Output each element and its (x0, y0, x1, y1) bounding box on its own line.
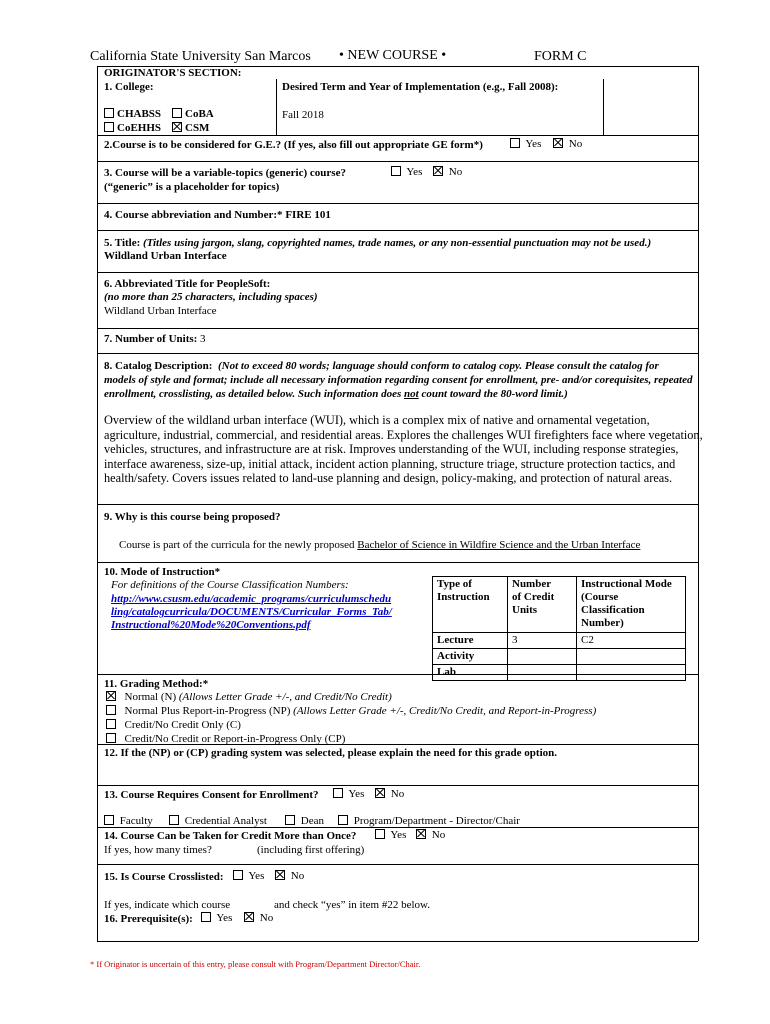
originator-divider (276, 79, 277, 135)
q3-no-option[interactable]: No (431, 166, 462, 179)
q3-label: 3. Course will be a variable-topics (generic) course? (104, 167, 346, 179)
q14-times-note: (including first offering) (257, 844, 365, 856)
checked-checkbox-icon (416, 829, 426, 839)
checkbox-icon (375, 829, 385, 839)
q8-note-line-3: enrollment, crosslisting, as detailed below. Such information does not count toward the 80-word limit.) (104, 388, 568, 400)
form-id: FORM C (534, 49, 587, 64)
checkbox-icon (333, 788, 343, 798)
q5-note: (Titles using jargon, slang, copyrighted names, trade names, or any non-essential punctuation may not be used.) (143, 237, 652, 249)
checkbox-icon (104, 122, 114, 132)
checked-checkbox-icon (375, 788, 385, 798)
col-header-type: Type of Instruction (433, 577, 508, 633)
checkbox-icon (104, 815, 114, 825)
checked-checkbox-icon (244, 912, 254, 922)
checkbox-icon (106, 719, 116, 729)
university-name: California State University San Marcos (90, 49, 311, 64)
checked-checkbox-icon (433, 166, 443, 176)
consent-option-credential-analyst[interactable]: Credential Analyst (167, 815, 267, 828)
q4-label: 4. Course abbreviation and Number:* FIRE 101 (104, 209, 331, 221)
q15-line-b: and check “yes” in item #22 below. (274, 899, 430, 911)
q2-no-option[interactable]: No (551, 138, 582, 151)
q15-no-option[interactable]: No (273, 870, 304, 883)
units-value: 3 (200, 333, 206, 345)
q5-label: 5. Title: (Titles using jargon, slang, copyrighted names, trade names, or any non-essential punctuation may not be used.) (104, 237, 652, 249)
q7-label: 7. Number of Units: 3 (104, 333, 206, 345)
college-option-chabss[interactable]: CHABSS (102, 108, 161, 121)
checkbox-icon (285, 815, 295, 825)
checkbox-icon (391, 166, 401, 176)
q16-label: 16. Prerequisite(s): (104, 913, 193, 925)
q13-label: 13. Course Requires Consent for Enrollment? (104, 789, 319, 801)
instruction-mode-table (432, 576, 686, 681)
q6-note: (no more than 25 characters, including spaces) (104, 291, 318, 303)
q15-label: 15. Is Course Crosslisted: (104, 871, 224, 883)
q8-note-line-2: models of style and format; include all necessary information regarding consent for enrollment, pre- and/or corequisites, repeated (104, 374, 693, 386)
catalog-description: Overview of the wildland urban interface (WUI), which is a complex mix of native and ornamental vegetation, agriculture, industrial, commercial, and residential areas. Explores the challenges WUI firefighters face where vegetation, vehicles, structures, and infrastructure are at risk. Improves understanding of the WUI, including response strategies, interface awareness, size-up, initial attack, incident action planning, structure triage, structure protection tactics, and health/safety. Covers issues related to land-use planning and design, policy-making, and protection of natural areas. (104, 413, 703, 486)
term-value: Fall 2018 (282, 109, 324, 121)
q10-label: 10. Mode of Instruction* (104, 566, 221, 578)
mode-conventions-link[interactable]: http://www.csusm.edu/academic_programs/curriculumschedu ling/catalogcurricula/DOCUMENTS/Curricular_Forms_Tab/ Instructional%20Mode%20Conventions.pdf (111, 593, 392, 631)
checked-checkbox-icon (106, 691, 116, 701)
q2-yes-option[interactable]: Yes (508, 138, 541, 151)
grading-option-cp[interactable]: Credit/No Credit or Report-in-Progress Only (CP) (104, 733, 345, 746)
table-row: Lecture 3 C2 (433, 633, 686, 649)
q8-note-line-1: 8. Catalog Description: (Not to exceed 80 words; language should conform to catalog copy. Please consult the catalog for (104, 360, 659, 372)
q16-no-option[interactable]: No (242, 912, 273, 925)
col-header-mode: Instructional Mode (Course Classification Number) (577, 577, 686, 633)
checkbox-icon (106, 733, 116, 743)
q14-times-label: If yes, how many times? (104, 844, 212, 856)
q10-note: For definitions of the Course Classification Numbers: (111, 579, 349, 591)
course-number: FIRE 101 (285, 209, 331, 221)
grading-option-c[interactable]: Credit/No Credit Only (C) (104, 719, 241, 732)
table-header-row (433, 577, 686, 633)
consent-option-faculty[interactable]: Faculty (102, 815, 153, 828)
q14-no-option[interactable]: No (414, 829, 445, 842)
form-title: • NEW COURSE • (339, 48, 447, 63)
checkbox-icon (201, 912, 211, 922)
q16-yes-option[interactable]: Yes (199, 912, 232, 925)
q15-yes-option[interactable]: Yes (231, 870, 264, 883)
checkbox-icon (233, 870, 243, 880)
checkbox-icon (338, 815, 348, 825)
originator-section-label: ORIGINATOR'S SECTION: (104, 67, 242, 79)
checked-checkbox-icon (275, 870, 285, 880)
originator-divider-2 (603, 79, 604, 135)
q3-yes-option[interactable]: Yes (389, 166, 422, 179)
term-label: Desired Term and Year of Implementation (e.g., Fall 2008): (282, 81, 559, 93)
college-option-coehhs[interactable]: CoEHHS (102, 122, 161, 135)
college-option-csm[interactable]: CSM (170, 122, 209, 135)
q9-answer: Course is part of the curricula for the newly proposed Bachelor of Science in Wildfire Science and the Urban Interface (119, 539, 641, 551)
checked-checkbox-icon (553, 138, 563, 148)
q9-label: 9. Why is this course being proposed? (104, 511, 281, 523)
col-header-units: Number of Credit Units (508, 577, 577, 633)
q6-label: 6. Abbreviated Title for PeopleSoft: (104, 278, 271, 290)
q13-no-option[interactable]: No (373, 788, 404, 801)
consent-option-director[interactable]: Program/Department - Director/Chair (336, 815, 520, 828)
q2-label: 2.Course is to be considered for G.E.? (If yes, also fill out appropriate GE form*) (104, 139, 483, 151)
checkbox-icon (510, 138, 520, 148)
q11-label: 11. Grading Method:* (104, 678, 209, 690)
checkbox-icon (169, 815, 179, 825)
degree-program-link[interactable]: Bachelor of Science in Wildfire Science and the Urban Interface (357, 539, 641, 551)
college-option-coba[interactable]: CoBA (170, 108, 214, 121)
table-row: Lab (433, 665, 686, 681)
q14-yes-option[interactable]: Yes (373, 829, 406, 842)
checkbox-icon (104, 108, 114, 118)
course-title: Wildland Urban Interface (104, 250, 227, 262)
table-row: Activity (433, 649, 686, 665)
frame-right (698, 66, 699, 941)
footnote: * If Originator is uncertain of this entry, please consult with Program/Department Director/Chair. (90, 959, 421, 969)
grading-option-np[interactable]: Normal Plus Report-in-Progress (NP) (Allows Letter Grade +/-, Credit/No Credit, and Report-in-Progress) (104, 705, 596, 718)
checkbox-icon (172, 108, 182, 118)
q12-label: 12. If the (NP) or (CP) grading system was selected, please explain the need for this grade option. (104, 747, 557, 759)
abbreviated-title: Wildland Urban Interface (104, 305, 217, 317)
q13-yes-option[interactable]: Yes (331, 788, 364, 801)
q15-line-a: If yes, indicate which course (104, 899, 231, 911)
checkbox-icon (106, 705, 116, 715)
checked-checkbox-icon (172, 122, 182, 132)
q3-note: (“generic” is a placeholder for topics) (104, 181, 280, 193)
college-label: 1. College: (104, 81, 154, 93)
frame-bottom (97, 941, 698, 942)
consent-option-dean[interactable]: Dean (283, 815, 324, 828)
grading-option-normal[interactable]: Normal (N) (Allows Letter Grade +/-, and Credit/No Credit) (104, 691, 392, 704)
q14-label: 14. Course Can be Taken for Credit More than Once? (104, 830, 357, 842)
